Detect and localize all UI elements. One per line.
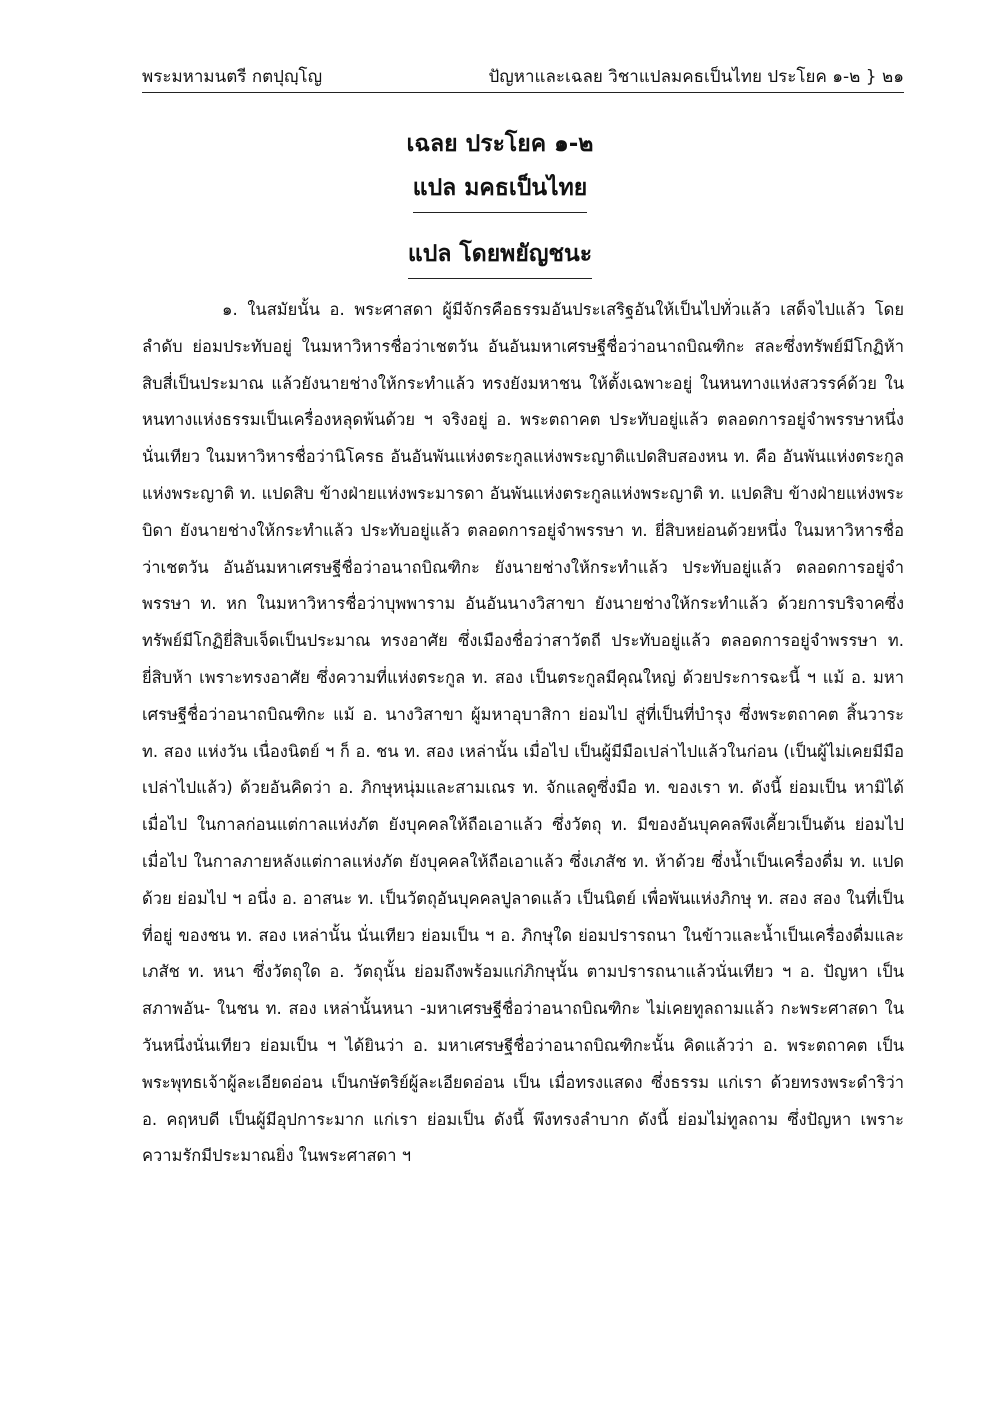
header-book-title: ปัญหาและเฉลย วิชาแปลมคธเป็นไทย ประโยค ๑-๒ } ๒๑ bbox=[488, 67, 904, 87]
section-subtitle bbox=[0, 170, 1000, 213]
translation-method-heading bbox=[0, 236, 1000, 279]
section-subtitle-text: แปล มคธเป็นไทย bbox=[413, 170, 588, 213]
section-title bbox=[0, 126, 1000, 162]
translation-method-text: แปล โดยพยัญชนะ bbox=[408, 236, 592, 279]
running-header bbox=[142, 64, 904, 93]
section-title-text: เฉลย ประโยค ๑-๒ bbox=[406, 131, 594, 157]
body-paragraph: ๑. ในสมัยนั้น อ. พระศาสดา ผู้มีจักรคือธรรมอันประเสริฐอันให้เป็นไปทั่วแล้ว เสด็จไปแล้ว โดยลำดับ ย่อมประทับอยู่ ในมหาวิหารชื่อว่าเชตวัน อันอันมหาเศรษฐีชื่อว่าอนาถบิณฑิกะ สละซึ่งทรัพย์มีโกฏิห้าสิบสี่เป็นประมาณ แล้วยังนายช่างให้กระทำแล้ว ทรงยังมหาชน ให้ตั้งเฉพาะอยู่ ในหนทางแห่งสวรรค์ด้วย ในหนทางแห่งธรรมเป็นเครื่องหลุดพ้นด้วย ฯ จริงอยู่ อ. พระตถาคต ประทับอยู่แล้ว ตลอดการอยู่จำพรรษาหนึ่งนั่นเทียว ในมหาวิหารชื่อว่านิโครธ อันอันพันแห่งตระกูลแห่งพระญาติแปดสิบสองหน ท. คือ อันพันแห่งตระกูลแห่งพระญาติ ท. แปดสิบ ข้างฝ่ายแห่งพระมารดา อันพันแห่งตระกูลแห่งพระญาติ ท. แปดสิบ ข้างฝ่ายแห่งพระบิดา ยังนายช่างให้กระทำแล้ว ประทับอยู่แล้ว ตลอดการอยู่จำพรรษา ท. ยี่สิบหย่อนด้วยหนึ่ง ในมหาวิหารชื่อว่าเชตวัน อันอันมหาเศรษฐีชื่อว่าอนาถบิณฑิกะ ยังนายช่างให้กระทำแล้ว ประทับอยู่แล้ว ตลอดการอยู่จำพรรษา ท. หก ในมหาวิหารชื่อว่าบุพพาราม อันอันนางวิสาขา ยังนายช่างให้กระทำแล้ว ด้วยการบริจาคซึ่งทรัพย์มีโกฏิยี่สิบเจ็ดเป็นประมาณ ทรงอาศัย ซึ่งเมืองชื่อว่าสาวัตถี ประทับอยู่แล้ว ตลอดการอยู่จำพรรษา ท. ยี่สิบห้า เพราะทรงอาศัย ซึ่งความที่แห่งตระกูล ท. สอง เป็นตระกูลมีคุณใหญ่ ด้วยประการฉะนี้ ฯ แม้ อ. มหาเศรษฐีชื่อว่าอนาถบิณฑิกะ แม้ อ. นางวิสาขา ผู้มหาอุบาสิกา ย่อมไป สู่ที่เป็นที่บำรุง ซึ่งพระตถาคต สิ้นวาระ ท. สอง แห่งวัน เนื่องนิตย์ ฯ ก็ อ. ชน ท. สอง เหล่านั้น เมื่อไป เป็นผู้มีมือเปล่าไปแล้วในก่อน (เป็นผู้ไม่เคยมีมือเปล่าไปแล้ว) ด้วยอันคิดว่า อ. ภิกษุหนุ่มและสามเณร ท. จักแลดูซึ่งมือ ท. ของเรา ท. ดังนี้ ย่อมเป็น หามิได้ เมื่อไป ในกาลก่อนแต่กาลแห่งภัต ยังบุคคลให้ถือเอาแล้ว ซึ่งวัตถุ ท. มีของอันบุคคลพึงเคี้ยวเป็นต้น ย่อมไป เมื่อไป ในกาลภายหลังแต่กาลแห่งภัต ยังบุคคลให้ถือเอาแล้ว ซึ่งเภสัช ท. ห้าด้วย ซึ่งน้ำเป็นเครื่องดื่ม ท. แปดด้วย ย่อมไป ฯ อนึ่ง อ. อาสนะ ท. เป็นวัตถุอันบุคคลปูลาดแล้ว เป็นนิตย์ เพื่อพันแห่งภิกษุ ท. สอง สอง ในที่เป็นที่อยู่ ของชน ท. สอง เหล่านั้น นั่นเทียว ย่อมเป็น ฯ อ. ภิกษุใด ย่อมปรารถนา ในข้าวและน้ำเป็นเครื่องดื่มและเภสัช ท. หนา ซึ่งวัตถุใด อ. วัตถุนั้น ย่อมถึงพร้อมแก่ภิกษุนั้น ตามปรารถนาแล้วนั่นเทียว ฯ อ. ปัญหา เป็นสภาพอัน- ในชน ท. สอง เหล่านั้นหนา -มหาเศรษฐีชื่อว่าอนาถบิณฑิกะ ไม่เคยทูลถามแล้ว กะพระศาสดา ในวันหนึ่งนั่นเทียว ย่อมเป็น ฯ ได้ยินว่า อ. มหาเศรษฐีชื่อว่าอนาถบิณฑิกะนั้น คิดแล้วว่า อ. พระตถาคต เป็นพระพุทธเจ้าผู้ละเอียดอ่อน เป็นกษัตริย์ผู้ละเอียดอ่อน เป็น เมื่อทรงแสดง ซึ่งธรรม แก่เรา ด้วยทรงพระดำริว่า อ. คฤหบดี เป็นผู้มีอุปการะมาก แก่เรา ย่อมเป็น ดังนี้ พึงทรงลำบาก ดังนี้ ย่อมไม่ทูลถาม ซึ่งปัญหา เพราะความรักมีประมาณยิ่ง ในพระศาสดา ฯ bbox=[142, 300, 904, 1166]
header-author: พระมหามนตรี กตปุญฺโญ bbox=[142, 67, 323, 87]
